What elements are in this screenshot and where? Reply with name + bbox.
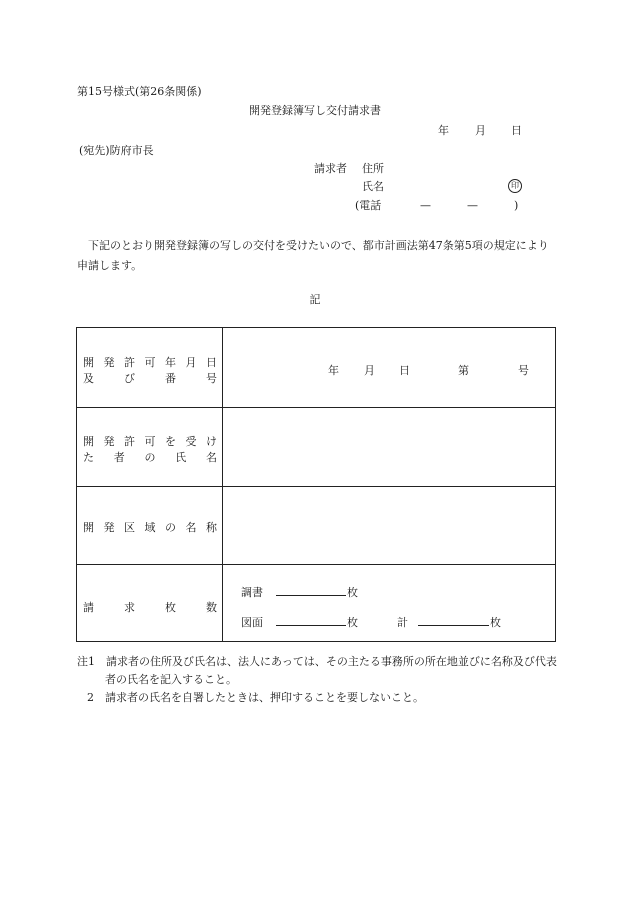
permit-month-label: 月: [364, 364, 375, 377]
tel-close-paren: ): [514, 199, 519, 212]
permit-number-prefix: 第: [458, 364, 469, 377]
zumen-count-line: [276, 625, 346, 626]
permittee-label-line1: 開 発 許 可 を 受 け: [83, 435, 217, 448]
date-month-label: 月: [475, 124, 486, 137]
request-count-label: 請 求 枚 数: [83, 601, 217, 614]
area-name-label: 開 発 区 域 の 名 称: [83, 521, 217, 534]
chosho-count-line: [276, 595, 346, 596]
form-number: 第15号様式(第26条関係): [77, 85, 202, 98]
permit-day-label: 日: [399, 364, 410, 377]
zumen-label: 図面: [241, 616, 263, 629]
row-divider: [77, 407, 555, 408]
date-day-label: 日: [511, 124, 522, 137]
addressee: (宛先)防府市長: [79, 144, 154, 157]
row-divider: [77, 564, 555, 565]
ki-heading: 記: [309, 293, 321, 306]
row-divider: [77, 486, 555, 487]
date-year-label: 年: [438, 124, 449, 137]
note-2: 2 請求者の氏名を自署したときは、押印することを要しないこと。: [87, 691, 424, 704]
zumen-unit: 枚: [347, 616, 358, 629]
document-title: 開発登録簿写し交付請求書: [249, 104, 381, 117]
tel-dash: —: [467, 199, 478, 212]
tel-dash: —: [420, 199, 431, 212]
request-statement: 下記のとおり開発登録簿の写しの交付を受けたいので、都市計画法第47条第5項の規定により申請します。: [77, 239, 549, 272]
total-unit: 枚: [490, 616, 501, 629]
total-label: 計: [397, 616, 408, 629]
address-label: 住所: [362, 162, 384, 175]
chosho-unit: 枚: [347, 586, 358, 599]
requester-label: 請求者: [314, 162, 347, 175]
permit-date-label-line1: 開 発 許 可 年 月 日: [83, 356, 217, 369]
chosho-label: 調書: [241, 586, 263, 599]
seal-mark: 印: [508, 179, 522, 193]
notes: [77, 653, 557, 707]
permit-year-label: 年: [328, 364, 339, 377]
name-label: 氏名: [362, 180, 384, 193]
note-1: 注1 請求者の住所及び氏名は、法人にあっては、その主たる事務所の所在地並びに名称及び代表者の氏名を記入すること。: [77, 655, 557, 686]
permit-number-suffix: 号: [518, 364, 529, 377]
request-table: [76, 327, 556, 642]
permit-date-label-line2: 及 び 番 号: [83, 372, 217, 385]
tel-label: (電話: [355, 199, 382, 212]
permittee-label-line2: た 者 の 氏 名: [83, 451, 217, 464]
total-count-line: [418, 625, 489, 626]
table-divider: [222, 328, 223, 641]
